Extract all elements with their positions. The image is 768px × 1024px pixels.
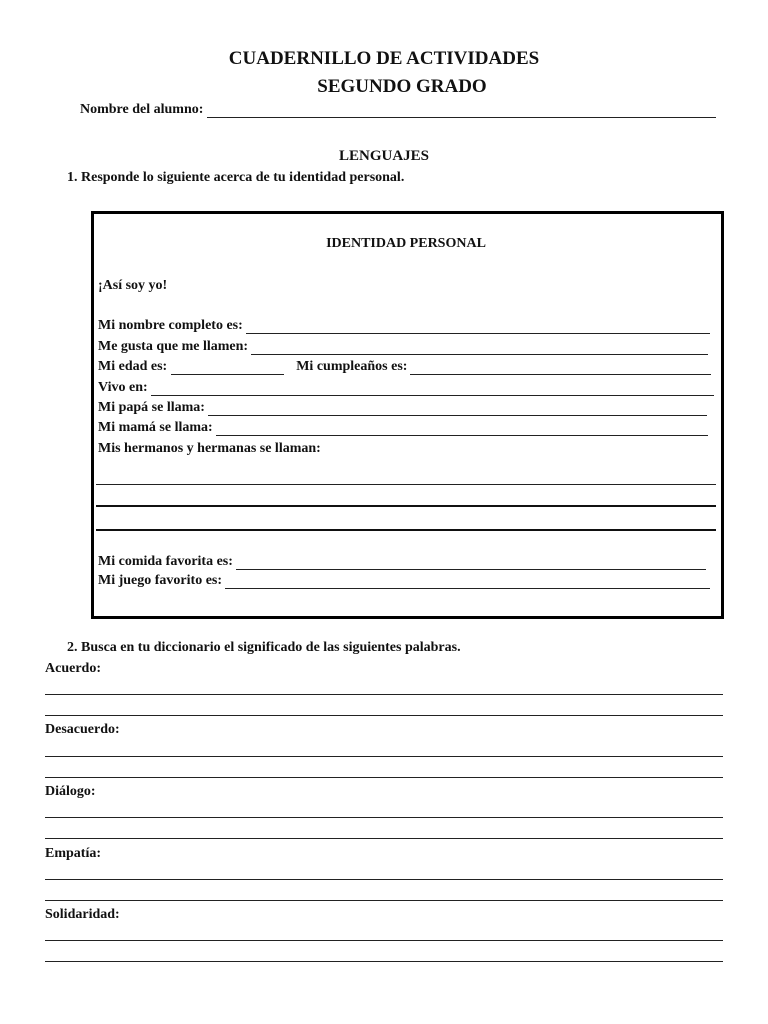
question-1: 1. Responde lo siguiente acerca de tu identidad personal. [67,170,405,185]
nickname-row [98,339,708,355]
favorite-game-field[interactable] [225,575,710,589]
word-acuerdo: Acuerdo: [45,661,101,676]
siblings-line-3[interactable] [96,529,716,531]
dad-name-field[interactable] [208,402,707,416]
siblings-label: Mis hermanos y hermanas se llaman: [98,441,321,456]
game-label: Mi juego favorito es: [98,573,223,588]
grade-title: SEGUNDO GRADO [317,76,487,97]
answer-line[interactable] [45,838,723,839]
question-2: 2. Busca en tu diccionario el significado de las siguientes palabras. [67,640,461,655]
answer-line[interactable] [45,715,723,716]
food-row [98,554,706,570]
word-empatia: Empatía: [45,846,101,861]
answer-line[interactable] [45,777,723,778]
answer-line[interactable] [45,961,723,962]
nickname-field[interactable] [251,341,708,355]
worksheet-title: CUADERNILLO DE ACTIVIDADES [228,48,540,69]
siblings-line-1[interactable] [96,484,716,485]
birthday-field[interactable] [410,361,711,375]
word-solidaridad: Solidaridad: [45,907,120,922]
mom-name-field[interactable] [216,422,708,436]
age-birthday-row [98,359,711,375]
student-name-label: Nombre del alumno: [80,102,204,117]
food-label: Mi comida favorita es: [98,554,233,569]
answer-line[interactable] [45,900,723,901]
answer-line[interactable] [45,817,723,818]
student-name-field[interactable] [207,104,716,118]
full-name-field[interactable] [246,320,710,334]
mom-label: Mi mamá se llama: [98,420,213,435]
student-name-row [80,102,716,118]
mom-row [98,420,708,436]
answer-line[interactable] [45,879,723,880]
age-label: Mi edad es: [98,359,168,374]
answer-line[interactable] [45,756,723,757]
birthday-label: Mi cumpleaños es: [296,359,408,374]
full-name-label: Mi nombre completo es: [98,318,243,333]
age-field[interactable] [171,361,284,375]
lives-row [98,380,714,396]
nickname-label: Me gusta que me llamen: [98,339,249,354]
word-dialogo: Diálogo: [45,784,96,799]
dad-row [98,400,707,416]
identity-box-title: IDENTIDAD PERSONAL [326,236,486,251]
full-name-row [98,318,710,334]
word-desacuerdo: Desacuerdo: [45,722,120,737]
identity-greeting: ¡Así soy yo! [98,278,168,293]
answer-line[interactable] [45,940,723,941]
lives-label: Vivo en: [98,380,148,395]
game-row [98,573,710,589]
favorite-food-field[interactable] [236,556,706,570]
siblings-line-2[interactable] [96,505,716,507]
dad-label: Mi papá se llama: [98,400,205,415]
lives-field[interactable] [151,382,714,396]
answer-line[interactable] [45,694,723,695]
subject-heading: LENGUAJES [338,148,430,164]
